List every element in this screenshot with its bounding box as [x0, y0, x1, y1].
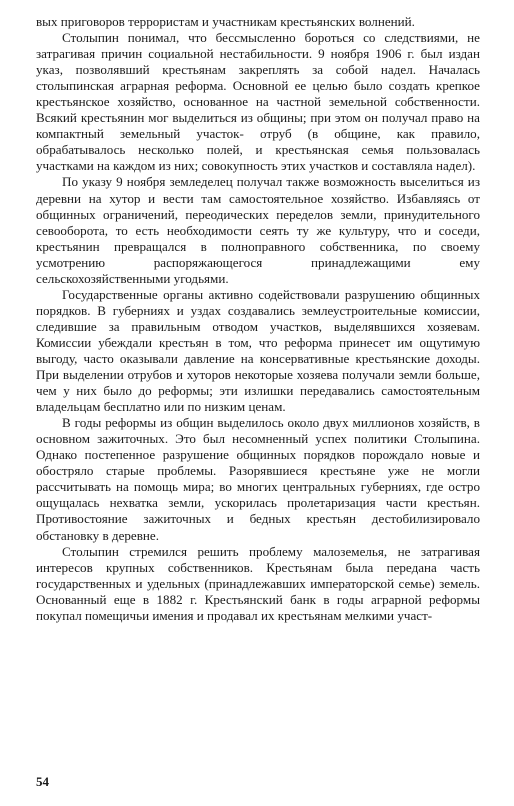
- paragraph: Столыпин понимал, что бессмысленно бороться со следствиями, не затрагивая причин социальной нестабильности. 9 ноября 1906 г. был издан указ, позволявший крестьянам закреплять за собой надел. Началась столыпинская аграрная реформа. Основной ее целью было создать крепкое крестьянское хозяйство, основанное на частной земельной собственности. Всякий крестьянин мог выделиться из общины; при этом он получал право на компактный земельный участок- отруб (в общине, как правило, обрабатывалось несколько полей, и крестьянская семья пользовалась участками на каждом из них; совокупность этих участков и составляла надел).: [36, 30, 480, 174]
- paragraph: В годы реформы из общин выделилось около двух миллионов хозяйств, в основном зажиточных. Это был несомненный успех политики Столыпина. Однако постепенное разрушение общинных порядков порождало новые и обостряло старые проблемы. Разорявшиеся крестьяне уже не могли рассчитывать на помощь мира; во многих центральных губерниях, где остро ощущалась нехватка земли, ускорилась пролетаризация части крестьян. Противостояние зажиточных и бедных крестьян дестобилизировало обстановку в деревне.: [36, 415, 480, 543]
- paragraph: вых приговоров террористам и участникам крестьянских волнений.: [36, 14, 415, 29]
- text-column: [36, 14, 480, 624]
- paragraph: Государственные органы активно содействовали разрушению общинных порядков. В губерниях и уздах создавались землеустроительные комиссии, следившие за правильным отводом участков, выделявшихся хозяевам. Комиссии убеждали крестьян в том, что реформа принесет им ощутимую выгоду, часто оказывали давление на консервативные крестьянские доходы. При выделении отрубов и хуторов некоторые хозяева получали земли больше, чем у них было до реформы; эти излишки передавались самостоятельным владельцам бесплатно или по низким ценам.: [36, 286, 480, 415]
- paragraph: По указу 9 ноября земледелец получал также возможность выселиться из деревни на хутор и вести там самостоятельное хозяйство. Избавляясь от общинных ограничений, переодических переделов земли, принудительного севооборота, то есть необходимости сеять ту же культуру, что и соседи, крестьянин превращался в полноправного собственника, по своему усмотрению распоряжающегося принадлежащими ему сельскохозяйственными угодьями.: [36, 174, 480, 286]
- page-number: 54: [36, 774, 49, 789]
- paragraph: Столыпин стремился решить проблему малоземелья, не затрагивая интересов крупных собственников. Крестьянам была передана часть государственных и удельных (принадлежавших императорской семье) земель. Основанный еще в 1882 г. Крестьянский банк в годы аграрной реформы покупал помещичьи имения и продавал их крестьянам мелкими участ-: [36, 543, 480, 623]
